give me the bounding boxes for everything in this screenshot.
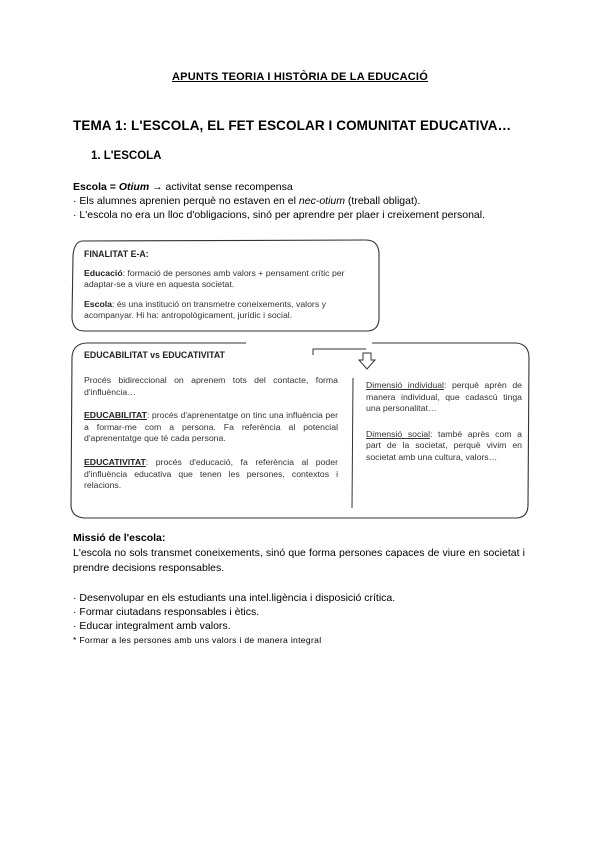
line2-part-a: · Els alumnes aprenien perquè no estaven en el	[73, 195, 299, 207]
escola-label: Escola	[84, 298, 113, 309]
educabilitat-intro: Procés bidireccional on aprenem tots del contacte, forma d'influència…	[84, 375, 338, 397]
educabilitat-definition	[84, 410, 338, 445]
def-rest: → activitat sense recompensa	[149, 181, 293, 193]
line2-part-c: (treball obligat).	[345, 195, 421, 207]
educacio-label: Educació	[84, 267, 123, 278]
finalitat-educacio	[84, 268, 374, 291]
educabilitat-text: : procés d'aprenentatge on tinc una influència per a formar-me com a persona. Fa referència al potencial d'aprenentatge que té cada persona.	[84, 410, 338, 444]
document-title: APUNTS TEORIA I HISTÒRIA DE LA EDUCACIÓ	[172, 71, 428, 83]
down-arrow-icon	[359, 353, 375, 369]
educativitat-label: EDUCATIVITAT	[84, 456, 146, 467]
educabilitat-right-column	[366, 380, 522, 472]
dimensio-individual-text: : perquè aprèn de manera individual, que cadascú tinga una personalitat…	[366, 380, 522, 414]
educativitat-text: : procés d'educació, fa referència al poder d'influència educativa que tenen les persones, contextos i relacions.	[84, 456, 338, 491]
def-term: Escola =	[73, 181, 119, 193]
missio-bullet-2: · Formar ciutadans responsables i ètics.	[73, 606, 260, 618]
missio-footnote: * Formar a les persones amb uns valors i de manera integral	[73, 635, 322, 645]
dimensio-individual	[366, 380, 522, 415]
tema-title: TEMA 1: L'ESCOLA, EL FET ESCOLAR I COMUNITAT EDUCATIVA…	[73, 118, 512, 133]
intro-line-3: · L'escola no era un lloc d'obligacions, sinó per aprendre per plaer i creixement personal.	[73, 209, 485, 221]
finalitat-box	[84, 249, 374, 330]
missio-heading: Missió de l'escola:	[73, 532, 166, 544]
educabilitat-left-column	[84, 375, 338, 500]
dimensio-social-label: Dimensió social	[366, 428, 431, 439]
connector-line	[313, 349, 366, 355]
finalitat-heading: FINALITAT E-A:	[84, 249, 149, 259]
escola-text: : és una institució on transmetre coneixements, valors y acompanyar. Hi ha: antropològicament, jurídic i social.	[84, 298, 326, 321]
educativitat-definition	[84, 457, 338, 492]
dimensio-social	[366, 429, 522, 464]
educabilitat-label: EDUCABILITAT	[84, 410, 147, 421]
educacio-text: : formació de persones amb valors + pensament crític per adaptar-se a viure en aquesta societat.	[84, 267, 345, 290]
def-otium: Otium	[118, 181, 150, 193]
section-title: 1. L'ESCOLA	[91, 150, 162, 162]
dimensio-social-text: : també après com a part de la societat, perquè vivim en societat amb una cultura, valors…	[366, 428, 522, 462]
missio-bullet-3: · Educar integralment amb valors.	[73, 620, 231, 632]
column-divider	[352, 378, 353, 508]
missio-intro: L'escola no sols transmet coneixements, sinó que forma persones capaces de viure en societat i prendre decisions responsables.	[73, 547, 525, 574]
finalitat-escola	[84, 299, 374, 322]
missio-bullet-1: · Desenvolupar en els estudiants una intel.ligència i disposició crítica.	[73, 592, 396, 604]
dimensio-individual-label: Dimensió individual	[366, 380, 444, 390]
educabilitat-heading: EDUCABILITAT vs EDUCATIVITAT	[84, 350, 225, 360]
line2-part-b: nec-otium	[298, 195, 346, 207]
